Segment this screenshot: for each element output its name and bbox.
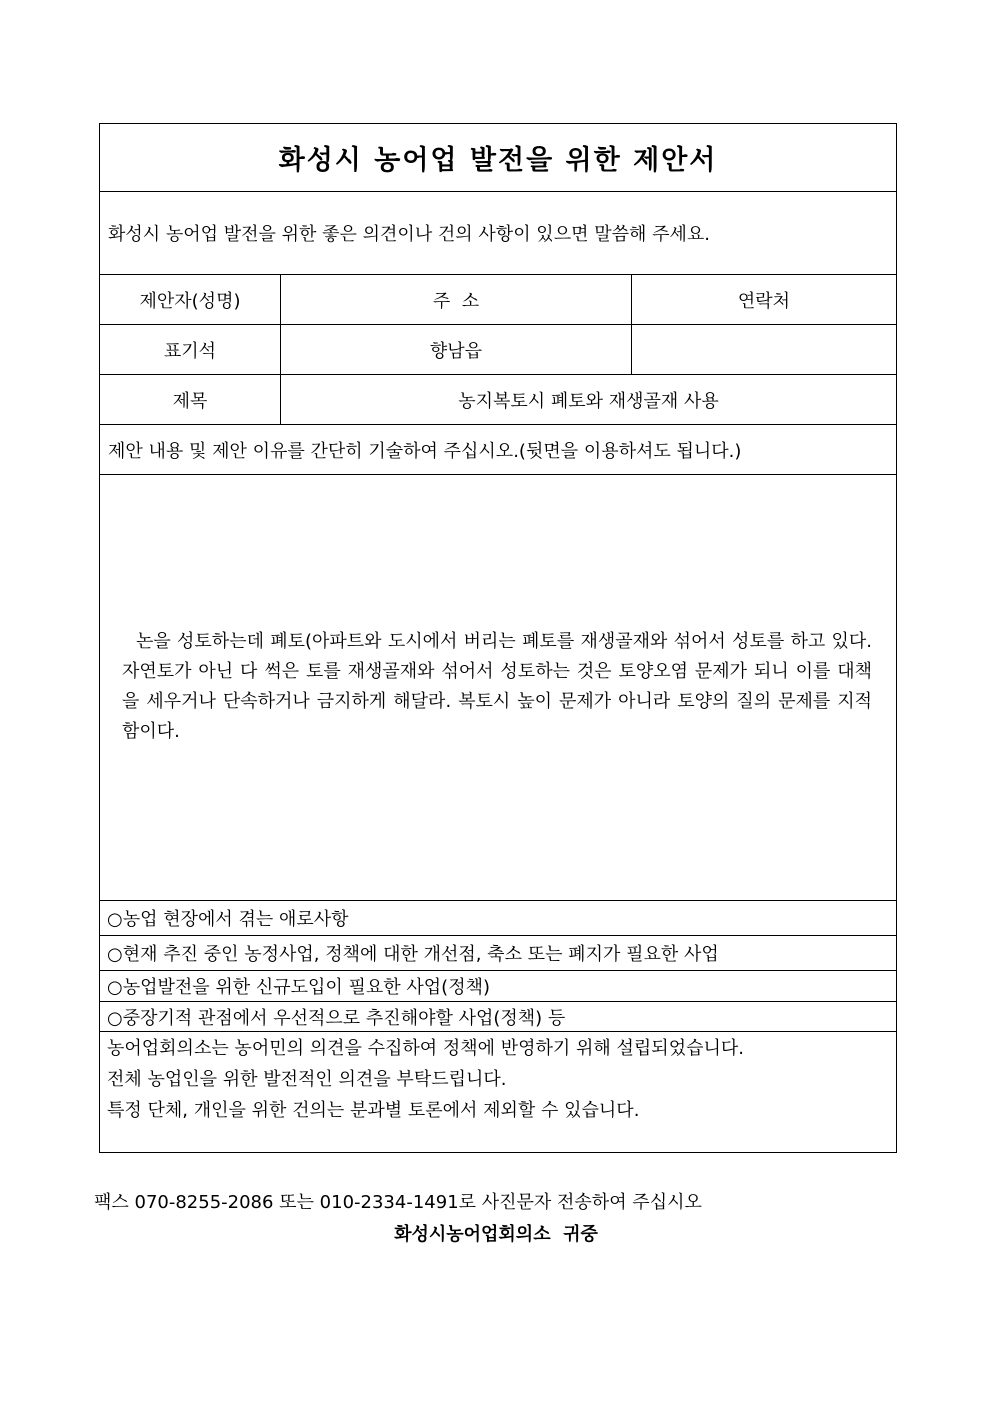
contact-field[interactable] (632, 325, 896, 374)
subject-label: 제목 (100, 375, 281, 424)
instruction-row (100, 425, 896, 475)
notice-line: 전체 농업인을 위한 발전적인 의견을 부탁드립니다. (107, 1069, 507, 1090)
contact-header: 연락처 (737, 290, 791, 312)
proposer-name-field[interactable]: 표기석 (100, 325, 281, 374)
guide-item: ○농업발전을 위한 신규도입이 필요한 사업(정책) (100, 971, 896, 1002)
guide-item: ○농업 현장에서 겪는 애로사항 (100, 901, 896, 936)
proposer-header: 제안자(성명) (100, 275, 281, 324)
address-header: 주 소 (281, 275, 632, 324)
subject-field[interactable]: 농지복토시 폐토와 재생골재 사용 (458, 390, 719, 412)
guide-item: ○중장기적 관점에서 우선적으로 추진해야할 사업(정책) 등 (100, 1002, 896, 1032)
instruction-text: 제안 내용 및 제안 이유를 간단히 기술하여 주십시오.(뒷면을 이용하셔도 됩니다.) (108, 440, 742, 462)
address-field[interactable]: 향남읍 (281, 325, 632, 374)
guide-item: ○현재 추진 중인 농정사업, 정책에 대한 개선점, 축소 또는 폐지가 필요한 사업 (100, 936, 896, 971)
form-title-row (100, 124, 896, 192)
header-row (100, 275, 896, 325)
form-title: 화성시 농어업 발전을 위한 제안서 (278, 145, 718, 176)
notice-block (107, 1033, 888, 1126)
proposal-form (99, 123, 897, 1153)
entry-row (100, 325, 896, 375)
subject-row (100, 375, 896, 425)
receiver-line: 화성시농어업회의소 귀중 (394, 1224, 598, 1245)
intro-text: 화성시 농어업 발전을 위한 좋은 의견이나 건의 사항이 있으면 말씀해 주세요. (108, 224, 710, 245)
fax-instruction: 팩스 070-8255-2086 또는 010-2334-1491로 사진문자 전송하여 주십시오 (94, 1192, 702, 1213)
notice-line: 농어업회의소는 농어민의 의견을 수집하여 정책에 반영하기 위해 설립되었습니다. (107, 1038, 744, 1059)
proposal-content-area[interactable] (100, 475, 896, 901)
proposal-content-text: 논을 성토하는데 폐토(아파트와 도시에서 버리는 폐토를 재생골재와 섞어서 성토를 하고 있다. 자연토가 아닌 다 썩은 토를 재생골재와 섞어서 성토하는 것은 토양오염 문제가 되니 이를 대책을 세우거나 단속하거나 금지하게 해달라. 복토시 높이 문제가 아니라 토양의 질의 문제를 지적함이다. (122, 631, 872, 742)
intro-row (100, 192, 896, 275)
notice-line: 특정 단체, 개인을 위한 건의는 분과별 토론에서 제외할 수 있습니다. (107, 1100, 640, 1121)
